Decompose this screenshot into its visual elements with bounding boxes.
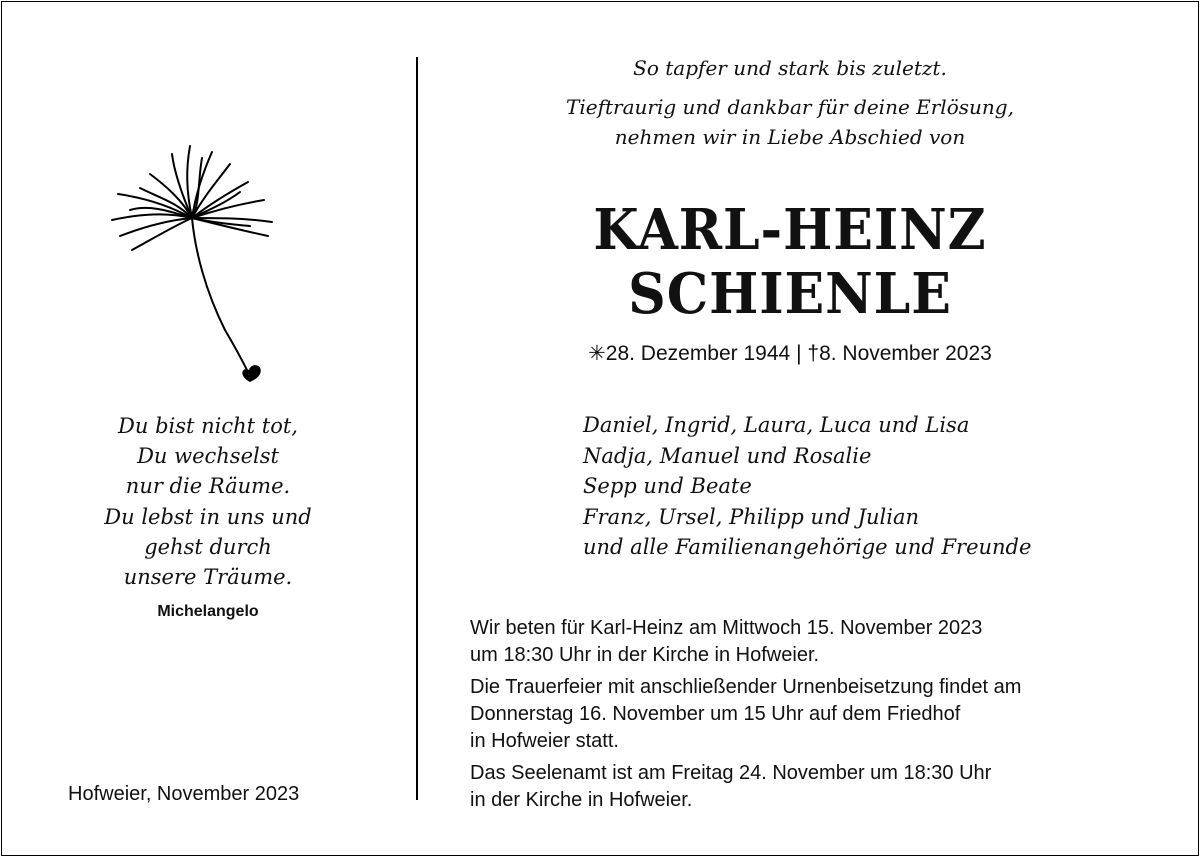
notice-funeral: Die Trauerfeier mit anschließender Urnenbeisetzung findet am Donnerstag 16. November um 15 Uhr auf dem Friedhof in Hofweier statt. [470,676,1022,752]
mourners-line: Franz, Ursel, Philipp und Julian [583,504,920,529]
intro-line: nehmen wir in Liebe Abschied von [614,125,966,149]
mourners-list [583,410,1031,563]
life-dates [470,340,1110,368]
dandelion-seed-heart-icon [100,130,290,390]
poem-author: Michelangelo [157,603,259,620]
intro-line: Tieftraurig und dankbar für deine Erlösung, [566,95,1014,119]
column-divider [416,57,418,800]
deceased-first-name: KARL-HEINZ [593,197,987,263]
mourners-line: Daniel, Ingrid, Laura, Luca und Lisa [583,413,970,437]
mourners-line: Nadja, Manuel und Rosalie [583,443,872,468]
birth-date: 28. Dezember 1944 [605,342,791,365]
mourners-line: Sepp und Beate [583,474,752,498]
poem-line: Du bist nicht tot, [118,414,298,438]
poem-line: nur die Räume. [125,474,291,499]
birth-star-icon: ✳ [588,342,606,365]
death-date: 8. November 2023 [819,342,992,365]
poem-line: Du wechselst [137,444,279,469]
notice-prayer: Wir beten für Karl-Heinz am Mittwoch 15. November 2023 um 18:30 Uhr in der Kirche in Hofweier. [470,617,983,666]
death-cross-icon: † [807,342,820,365]
place-date: Hofweier, November 2023 [68,783,300,805]
poem-line: Du lebst in uns und [104,504,312,529]
date-separator: | [796,342,802,365]
service-notices [470,615,1160,819]
poem-line: unsere Träume. [123,565,293,590]
motto: So tapfer und stark bis zuletzt. [633,56,947,80]
mourners-line: und alle Familienangehörige und Freunde [583,535,1032,559]
intro-text [470,92,1110,152]
poem-line: gehst durch [144,534,272,559]
poem [60,411,356,592]
notice-requiem: Das Seelenamt ist am Freitag 24. November um 18:30 Uhr in der Kirche in Hofweier. [470,762,992,811]
deceased-last-name: SCHIENLE [628,261,952,327]
